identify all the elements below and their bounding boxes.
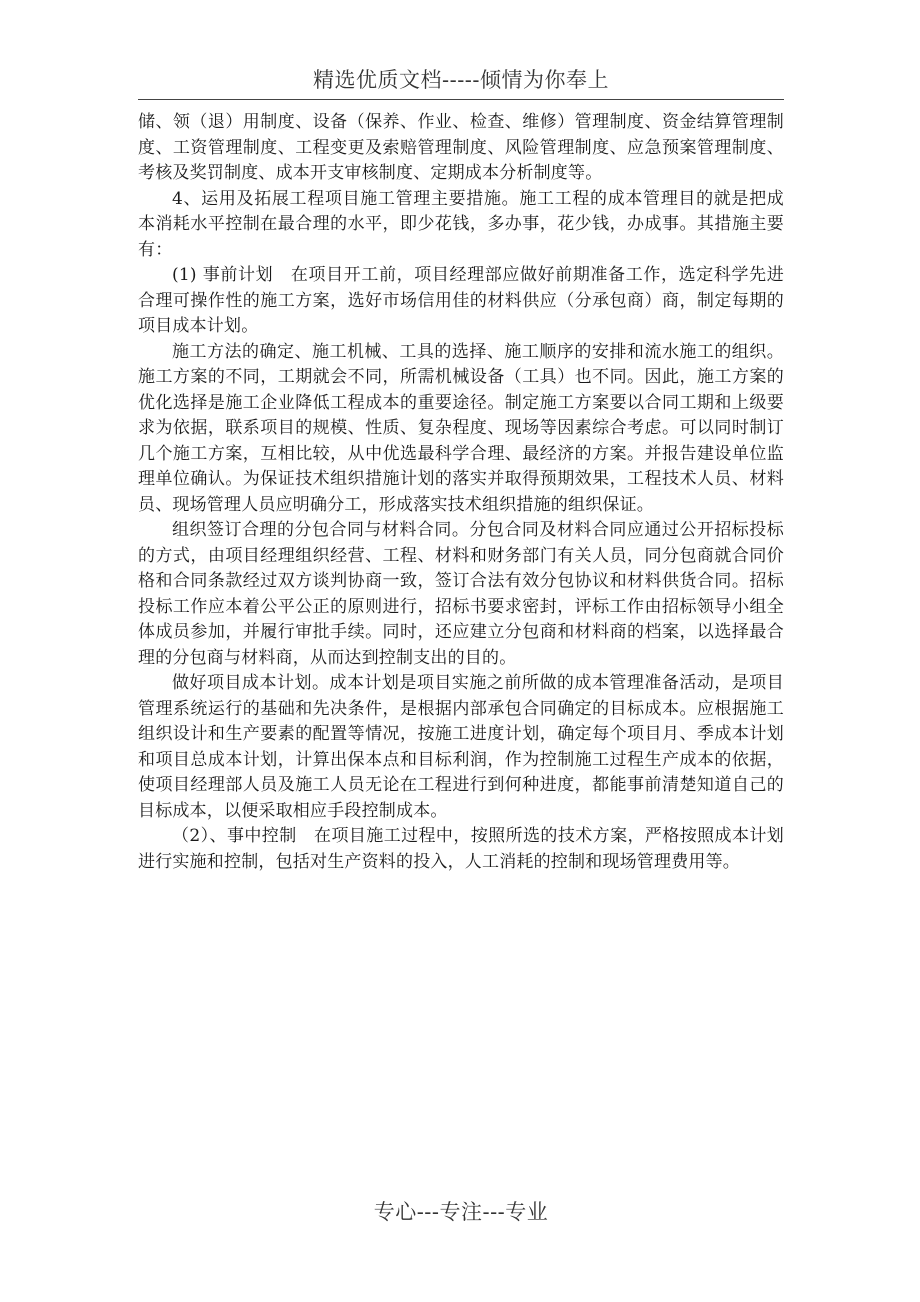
paragraph-subcontract: 组织签订合理的分包合同与材料合同。分包合同及材料合同应通过公开招标投标的方式，由项目经理组织经营、工程、材料和财务部门有关人员，同分包商就合同价格和合同条款经过双方谈判协商一致，签订合法有效分包协议和材料供货合同。招标投标工作应本着公平公正的原则进行，招标书要求密封，评标工作由招标领导小组全体成员参加，并履行审批手续。同时，还应建立分包商和材料商的档案，以选择最合理的分包商与材料商，从而达到控制支出的目的。 — [138, 520, 784, 668]
paragraph-cost-plan: 做好项目成本计划。成本计划是项目实施之前所做的成本管理准备活动，是项目管理系统运行的基础和先决条件，是根据内部承包合同确定的目标成本。应根据施工组织设计和生产要素的配置等情况，按施工进度计划，确定每个项目月、季成本计划和项目总成本计划，计算出保本点和目标利润，作为控制施工过程生产成本的依据，使项目经理部人员及施工人员无论在工程进行到何种进度，都能事前清楚知道自己的目标成本，以便采取相应手段控制成本。 — [138, 673, 784, 821]
page-header: 精选优质文档-----倾情为你奉上 — [313, 68, 609, 92]
paragraph-continuation: 储、领（退）用制度、设备（保养、作业、检查、维修）管理制度、资金结算管理制度、工资管理制度、工程变更及索赔管理制度、风险管理制度、应急预案管理制度、考核及奖罚制度、成本开支审核制度、定期成本分析制度等。 — [138, 112, 784, 183]
paragraph-pre-planning: (1) 事前计划 在项目开工前，项目经理部应做好前期准备工作，选定科学先进合理可操作性的施工方案，选好市场信用佳的材料供应（分承包商）商，制定每期的项目成本计划。 — [138, 265, 784, 336]
header-divider — [138, 99, 784, 100]
paragraph-measures-intro: 4、运用及拓展工程项目施工管理主要措施。施工工程的成本管理目的就是把成本消耗水平控制在最合理的水平，即少花钱，多办事，花少钱，办成事。其措施主要有： — [138, 188, 784, 260]
paragraph-in-process-control: （2）、事中控制 在项目施工过程中，按照所选的技术方案，严格按照成本计划进行实施和控制，包括对生产资料的投入，人工消耗的控制和现场管理费用等。 — [138, 826, 784, 872]
document-body — [138, 110, 784, 875]
page-footer: 专心---专注---专业 — [373, 1200, 549, 1224]
paragraph-construction-method: 施工方法的确定、施工机械、工具的选择、施工顺序的安排和流水施工的组织。施工方案的不同，工期就会不同，所需机械设备（工具）也不同。因此，施工方案的优化选择是施工企业降低工程成本的重要途径。制定施工方案要以合同工期和上级要求为依据，联系项目的规模、性质、复杂程度、现场等因素综合考虑。可以同时制订几个施工方案，互相比较，从中优选最科学合理、最经济的方案。并报告建设单位监理单位确认。为保证技术组织措施计划的落实并取得预期效果，工程技术人员、材料员、现场管理人员应明确分工，形成落实技术组织措施的组织保证。 — [138, 341, 784, 515]
